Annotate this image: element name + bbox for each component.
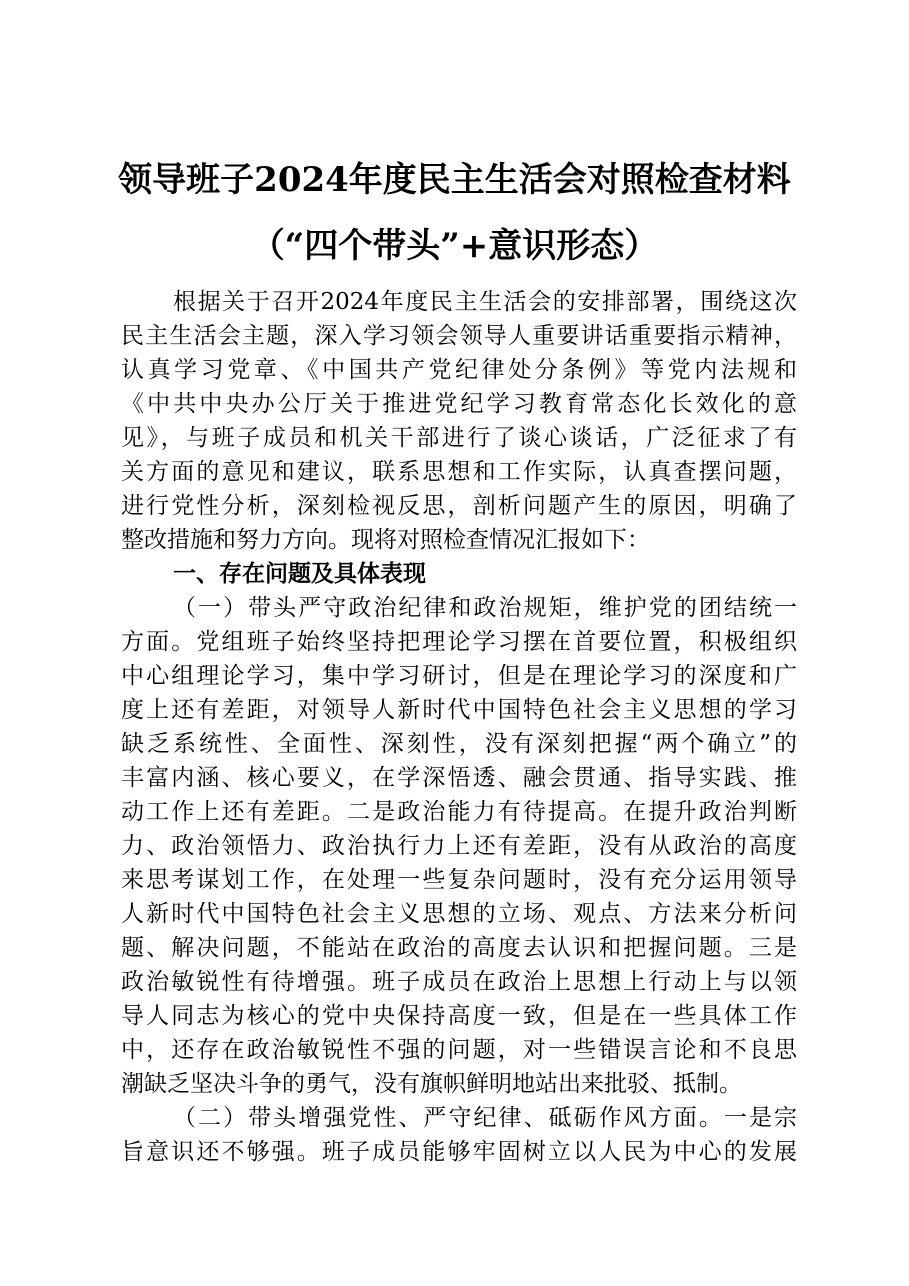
body-line: 进行党性分析，深刻检视反思，剖析问题产生的原因，明确了 — [121, 493, 797, 519]
body-line: 缺乏系统性、全面性、深刻性，没有深刻把握“两个确立”的 — [121, 731, 797, 757]
body-line: 度上还有差距，对领导人新时代中国特色社会主义思想的学习 — [121, 697, 797, 723]
body-line: 中，还存在政治敏锐性不强的问题，对一些错误言论和不良思 — [121, 1037, 797, 1063]
body-line: 动工作上还有差距。二是政治能力有待提高。在提升政治判断 — [121, 799, 797, 825]
body-line: 见》，与班子成员和机关干部进行了谈心谈话，广泛征求了有 — [121, 425, 797, 451]
body-line: 旨意识还不够强。班子成员能够牢固树立以人民为中心的发展 — [121, 1139, 797, 1165]
body-line: 题、解决问题，不能站在政治的高度去认识和把握问题。三是 — [121, 935, 797, 961]
body-line: 来思考谋划工作，在处理一些复杂问题时，没有充分运用领导 — [121, 867, 797, 893]
body-line: 丰富内涵、核心要义，在学深悟透、融会贯通、指导实践、推 — [121, 765, 797, 791]
body-line: 中心组理论学习，集中学习研讨，但是在理论学习的深度和广 — [121, 663, 797, 689]
document-subtitle: （“四个带头”+意识形态） — [250, 226, 659, 266]
section-heading: 一、存在问题及具体表现 — [173, 561, 426, 587]
body-line: （二）带头增强党性、严守纪律、砥砺作风方面。一是宗 — [173, 1105, 797, 1131]
document-title: 领导班子2024年度民主生活会对照检查材料 — [118, 160, 791, 200]
body-line: 民主生活会主题，深入学习领会领导人重要讲话重要指示精神， — [121, 323, 797, 349]
document-body — [121, 285, 797, 1169]
body-line: 整改措施和努力方向。现将对照检查情况汇报如下： — [121, 527, 650, 553]
body-line: 人新时代中国特色社会主义思想的立场、观点、方法来分析问 — [121, 901, 797, 927]
body-line: 方面。党组班子始终坚持把理论学习摆在首要位置，积极组织 — [121, 629, 797, 655]
body-line: 导人同志为核心的党中央保持高度一致，但是在一些具体工作 — [121, 1003, 797, 1029]
body-line: 潮缺乏坚决斗争的勇气，没有旗帜鲜明地站出来批驳、抵制。 — [121, 1071, 742, 1097]
body-line: 力、政治领悟力、政治执行力上还有差距，没有从政治的高度 — [121, 833, 797, 859]
body-line: 政治敏锐性有待增强。班子成员在政治上思想上行动上与以领 — [121, 969, 797, 995]
body-line: 关方面的意见和建议，联系思想和工作实际，认真查摆问题， — [121, 459, 797, 485]
body-line: 认真学习党章、《中国共产党纪律处分条例》等党内法规和 — [121, 357, 797, 383]
body-line: 《中共中央办公厅关于推进党纪学习教育常态化长效化的意 — [121, 391, 797, 417]
body-line: 根据关于召开2024年度民主生活会的安排部署，围绕这次 — [173, 289, 797, 315]
body-line: （一）带头严守政治纪律和政治规矩，维护党的团结统一 — [173, 595, 797, 621]
